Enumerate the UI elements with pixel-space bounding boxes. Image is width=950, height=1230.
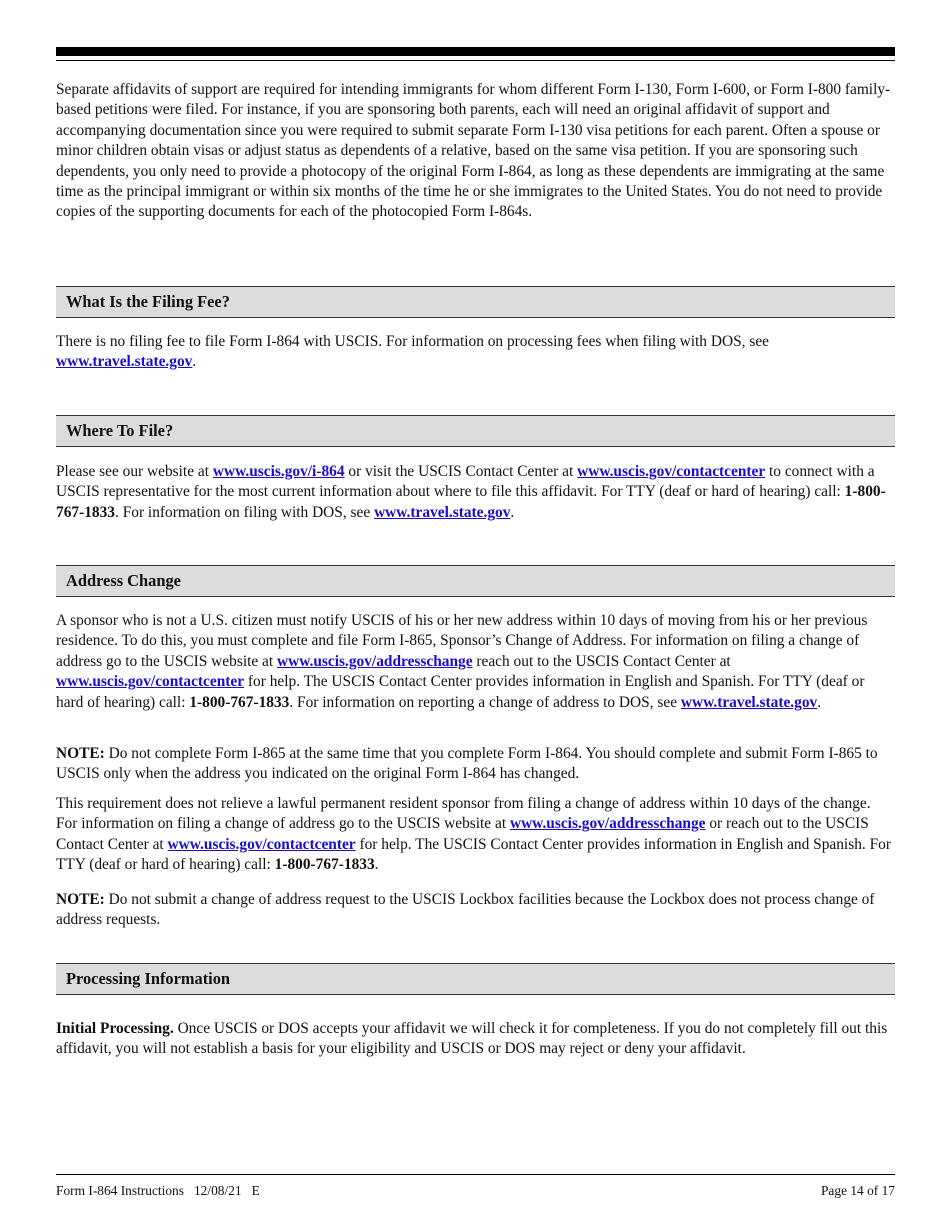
note-paragraph-2: NOTE: Do not submit a change of address request to the USCIS Lockbox facilities because the Lockbox does not process change of address requests. (56, 891, 875, 929)
contact-center-link[interactable]: www.uscis.gov/contactcenter (167, 835, 356, 853)
processing-paragraph: Initial Processing. Once USCIS or DOS accepts your affidavit we will check it for completeness. If you do not completely fill out this affidavit, you will not establish a basis for your eligibility and USCIS or DOS may reject or deny your affidavit. (56, 1020, 888, 1058)
section-title: What Is the Filing Fee? (66, 292, 230, 311)
note-label: NOTE: (56, 745, 105, 762)
tty-phone-number: 1-800-767-1833 (274, 856, 375, 874)
travel-state-gov-link[interactable]: www.travel.state.gov (374, 503, 511, 521)
contact-center-link[interactable]: www.uscis.gov/contactcenter (56, 673, 245, 691)
section-title: Address Change (66, 571, 181, 590)
contact-center-link[interactable]: www.uscis.gov/contactcenter (577, 463, 766, 480)
section-header-processing (56, 963, 895, 995)
travel-state-gov-link[interactable]: www.travel.state.gov (680, 693, 818, 711)
intro-paragraph: Separate affidavits of support are required for intending immigrants for whom different Form I-130, Form I-600, or Form I-800 family-based petitions were filed. For instance, if you are sponsoring both parents, each will need an original affidavit of support and accompanying documentation since you were required to submit separate Form I-130 visa petitions for each parent. Often a spouse or minor children obtain visas or adjust status as dependents of a relative, based on the same visa petition. If you are sponsoring such dependents, you only need to provide a photocopy of the original Form I-864, as long as these dependents are immigrating at the same time as the principal immigrant or within six months of the time he or she immigrates to the United States. You do not need to provide copies of the supporting documents for each of the photocopied Form I-864s. (56, 81, 891, 221)
header-thick-rule (56, 47, 895, 56)
where-to-file-paragraph: Please see our website at www.uscis.gov/i-864 or visit the USCIS Contact Center at www.uscis.gov/contactcenter to connect with a USCIS representative for the most current information about where to file this affidavit. For TTY (deaf or hard of hearing) call: 1-800-767-1833. For information on filing with DOS, see www.travel.state.gov. (56, 463, 886, 521)
address-change-paragraph-1: A sponsor who is not a U.S. citizen must notify USCIS of his or her new address within 10 days of moving from his or her previous residence. To do this, you must complete and file Form I-865, Sponsor’s Change of Address. For information on filing a change of address go to the USCIS website at www.uscis.gov/addresschange reach out to the USCIS Contact Center at www.uscis.gov/contactcenter for help. The USCIS Contact Center provides information in English and Spanish. For TTY (deaf or hard of hearing) call: 1-800-767-1833. For information on reporting a change of address to DOS, see www.travel.state.gov. (56, 612, 868, 711)
initial-processing-label: Initial Processing. (56, 1020, 174, 1037)
filing-fee-paragraph: There is no filing fee to file Form I-864 with USCIS. For information on processing fees when filing with DOS, see www.travel.state.gov. (56, 333, 769, 371)
section-title: Where To File? (66, 421, 174, 440)
section-header-address-change (56, 565, 895, 597)
section-header-filing-fee (56, 286, 895, 318)
address-change-paragraph-2: This requirement does not relieve a lawful permanent resident sponsor from filing a change of address within 10 days of the change. For information on filing a change of address go to the USCIS website at www.uscis.gov/addresschange or reach out to the USCIS Contact Center at www.uscis.gov/contactcenter for help. The USCIS Contact Center provides information in English and Spanish. For TTY (deaf or hard of hearing) call: 1-800-767-1833. (56, 795, 891, 874)
address-change-link[interactable]: www.uscis.gov/addresschange (509, 815, 706, 833)
section-title: Processing Information (66, 969, 231, 988)
footer-rule (56, 1174, 895, 1175)
note-paragraph-1: NOTE: Do not complete Form I-865 at the same time that you complete Form I-864. You should complete and submit Form I-865 to USCIS only when the address you indicated on the original Form I-864 has changed. (56, 745, 878, 783)
address-change-link[interactable]: www.uscis.gov/addresschange (277, 652, 473, 670)
tty-phone-number: 1-800-767-1833 (56, 483, 886, 521)
document-page (56, 0, 895, 1230)
section-header-where-to-file (56, 415, 895, 447)
footer-form-id: Form I-864 Instructions 12/08/21 E (56, 1183, 260, 1198)
tty-phone-number: 1-800-767-1833 (189, 693, 290, 711)
header-thin-rule (56, 60, 895, 61)
footer-page-number: Page 14 of 17 (820, 1183, 895, 1198)
uscis-i864-link[interactable]: www.uscis.gov/i-864 (212, 463, 345, 480)
travel-state-gov-link[interactable]: www.travel.state.gov (56, 353, 193, 371)
note-label: NOTE: (56, 891, 105, 908)
